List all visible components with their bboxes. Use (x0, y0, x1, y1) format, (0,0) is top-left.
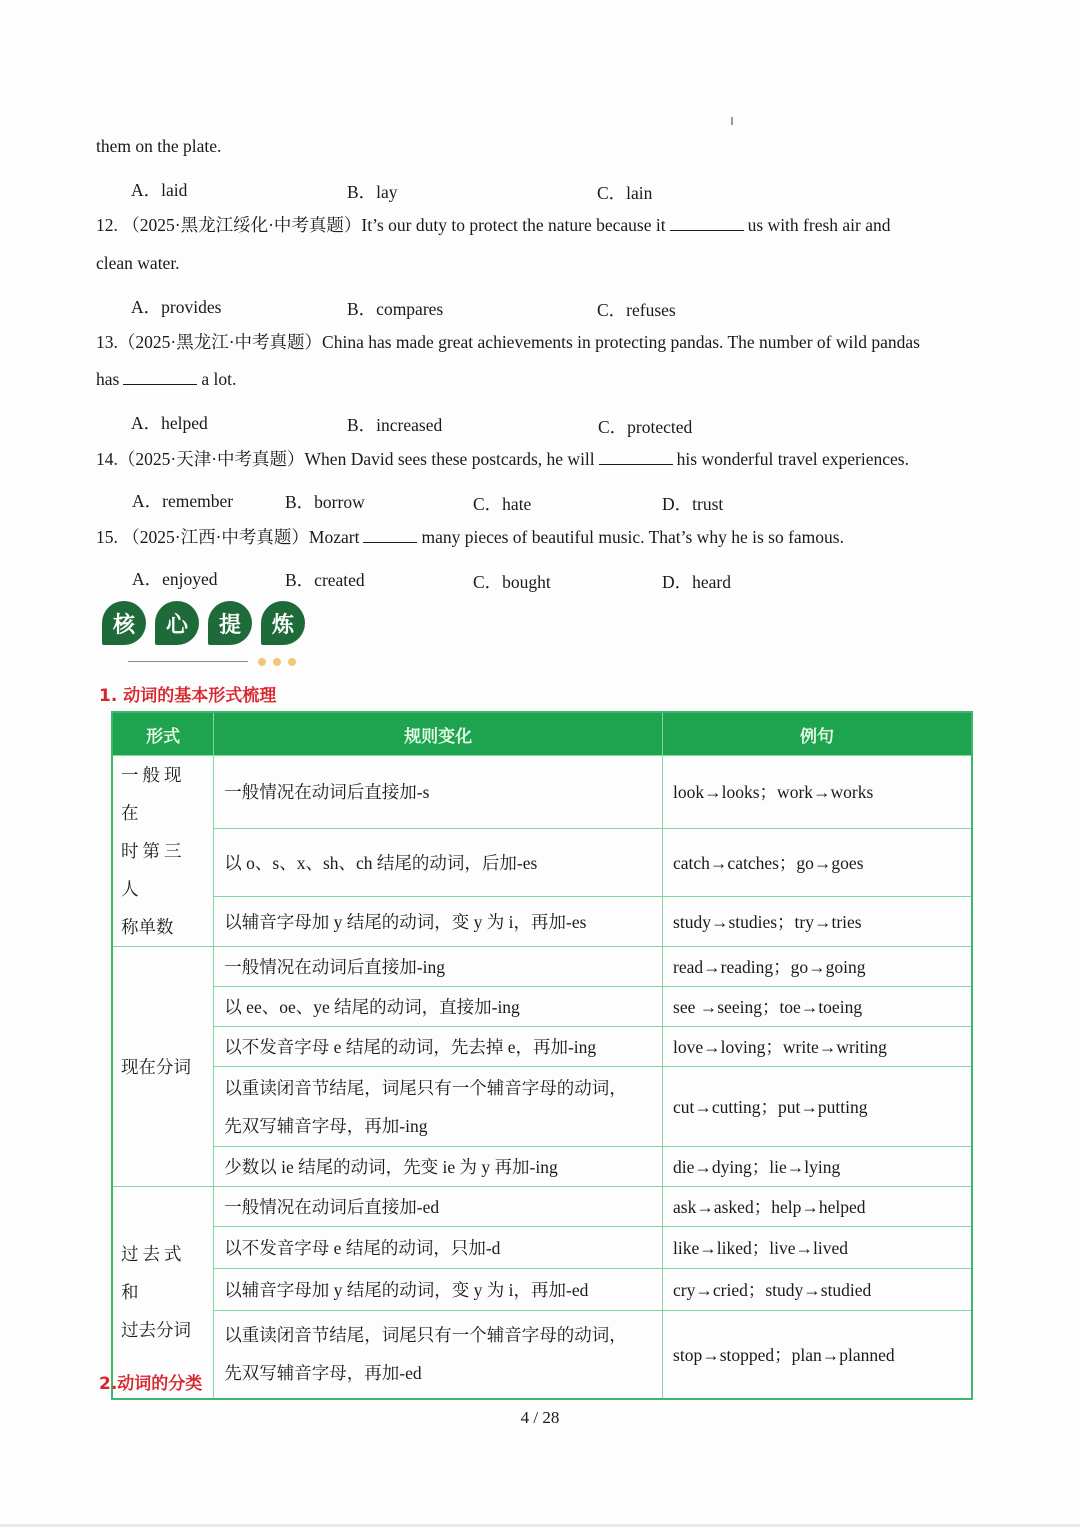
q13-option-c[interactable]: C．protected (598, 417, 693, 437)
answer-blank[interactable] (123, 383, 197, 385)
example-cell: cut→cutting；put→putting (663, 1067, 972, 1147)
question-text: has (96, 369, 120, 389)
q15-option-c[interactable]: C．bought (473, 572, 551, 592)
q11-option-a[interactable]: A．laid (131, 180, 188, 200)
question-12 (96, 217, 891, 235)
category-line: 过去分词 (121, 1320, 191, 1341)
badge-ti: 提 (208, 601, 252, 645)
rule-cell: 以不发音字母 e 结尾的动词，先去掉 e，再加-ing (214, 1027, 663, 1067)
rule-cell (214, 1311, 663, 1399)
question-source: （2025·黑龙江·中考真题） (117, 332, 323, 352)
q14-option-b[interactable]: B．borrow (285, 492, 365, 512)
decorative-dots (258, 658, 296, 666)
category-line: 称单数 (121, 917, 174, 937)
example-cell: look→looks；work→works (663, 756, 972, 829)
section-title-2: 2.动词的分类 (99, 1374, 203, 1394)
question-15 (96, 529, 844, 547)
rule-cell: 以辅音字母加 y 结尾的动词，变 y 为 i，再加-ed (214, 1269, 663, 1311)
answer-blank[interactable] (670, 229, 744, 231)
table-row (112, 1147, 972, 1187)
header-form: 形式 (112, 712, 214, 756)
q11-option-c[interactable]: C．lain (597, 183, 653, 203)
question-text: It’s our duty to protect the nature because it (361, 215, 666, 235)
page-marker (731, 117, 733, 125)
table-header-row (112, 712, 972, 756)
q12-option-c[interactable]: C．refuses (597, 300, 676, 320)
question-text-after: many pieces of beautiful music. That’s why he is so famous. (421, 527, 844, 547)
q11-continuation: them on the plate. (96, 136, 222, 156)
question-number: 14. (96, 449, 118, 469)
q14-option-c[interactable]: C．hate (473, 494, 532, 514)
q15-option-b[interactable]: B．created (285, 570, 365, 590)
question-14 (96, 451, 909, 469)
example-cell: cry→cried；study→studied (663, 1269, 972, 1311)
rule-cell: 以 o、s、x、sh、ch 结尾的动词，后加-es (214, 828, 663, 896)
example-cell: ask→asked；help→helped (663, 1187, 972, 1227)
example-cell: stop→stopped；plan→planned (663, 1311, 972, 1399)
q13-option-a[interactable]: A．helped (131, 413, 208, 433)
section-title-1: 1. 动词的基本形式梳理 (99, 686, 277, 706)
divider-line (128, 661, 248, 662)
table-row (112, 1067, 972, 1147)
rule-cell: 少数以 ie 结尾的动词，先变 ie 为 y 再加-ing (214, 1147, 663, 1187)
answer-blank[interactable] (363, 541, 417, 543)
rule-cell: 以不发音字母 e 结尾的动词，只加-d (214, 1227, 663, 1269)
page-number: 4 / 28 (520, 1408, 560, 1427)
example-cell: read→reading；go→going (663, 947, 972, 987)
table-row (112, 1187, 972, 1227)
badge-xin: 心 (155, 601, 199, 645)
rule-line: 以重读闭音节结尾，词尾只有一个辅音字母的动词， (224, 1325, 627, 1346)
question-source: （2025·天津·中考真题） (117, 449, 305, 469)
q15-option-d[interactable]: D．heard (662, 572, 732, 592)
q14-option-a[interactable]: A．remember (132, 491, 234, 511)
dot-icon (288, 658, 296, 666)
header-example: 例句 (663, 712, 972, 756)
answer-blank[interactable] (599, 463, 673, 465)
category-line: 一般现在 (121, 765, 186, 823)
example-cell: love→loving；write→writing (663, 1027, 972, 1067)
table-row (112, 1227, 972, 1269)
category-cell (112, 947, 214, 1187)
table-row (112, 756, 972, 829)
rule-cell: 一般情况在动词后直接加-ed (214, 1187, 663, 1227)
example-cell: die→dying；lie→lying (663, 1147, 972, 1187)
q14-option-d[interactable]: D．trust (662, 494, 724, 514)
badge-lian: 炼 (261, 601, 305, 645)
table-row (112, 947, 972, 987)
question-text: China has made great achievements in protecting pandas. The number of wild pandas (322, 332, 920, 352)
question-text-after: a lot. (201, 369, 237, 389)
question-source: （2025·江西·中考真题） (122, 527, 309, 547)
verb-forms-table (111, 711, 973, 1400)
rule-line: 先双写辅音字母，再加-ing (224, 1115, 428, 1136)
question-13 (96, 334, 920, 352)
question-text-after: his wonderful travel experiences. (676, 449, 909, 469)
example-cell: catch→catches；go→goes (663, 828, 972, 896)
rule-line: 先双写辅音字母，再加-ed (224, 1363, 422, 1384)
table-row (112, 828, 972, 896)
q12-option-b[interactable]: B．compares (347, 299, 444, 319)
dot-icon (258, 658, 266, 666)
rule-cell: 一般情况在动词后直接加-s (214, 756, 663, 829)
header-rule: 规则变化 (214, 712, 663, 756)
q15-option-a[interactable]: A．enjoyed (132, 569, 218, 589)
table-row (112, 987, 972, 1027)
rule-cell: 一般情况在动词后直接加-ing (214, 947, 663, 987)
q12-option-a[interactable]: A．provides (131, 297, 222, 317)
example-cell: see →seeing；toe→toeing (663, 987, 972, 1027)
table-row (112, 1311, 972, 1399)
dot-icon (273, 658, 281, 666)
rule-cell: 以辅音字母加 y 结尾的动词，变 y 为 i，再加-es (214, 896, 663, 946)
summary-badges (102, 601, 305, 645)
rule-cell: 以 ee、oe、ye 结尾的动词，直接加-ing (214, 987, 663, 1027)
example-cell: study→studies；try→tries (663, 896, 972, 946)
question-text: Mozart (308, 527, 360, 547)
category-cell (112, 756, 214, 947)
table-row (112, 1027, 972, 1067)
badge-he: 核 (102, 601, 146, 645)
question-text-after: us with fresh air and (747, 215, 891, 235)
rule-cell (214, 1067, 663, 1147)
question-number: 12. (96, 215, 118, 235)
category-line: 时第三人 (121, 841, 186, 899)
example-cell: like→liked；live→lived (663, 1227, 972, 1269)
question-number: 15. (96, 527, 118, 547)
q13-line2 (96, 371, 236, 389)
rule-line: 以重读闭音节结尾，词尾只有一个辅音字母的动词， (224, 1077, 627, 1098)
table-row (112, 896, 972, 946)
q12-continuation: clean water. (96, 253, 180, 273)
question-number: 13. (96, 332, 118, 352)
table-row (112, 1269, 972, 1311)
q13-option-b[interactable]: B．increased (347, 415, 443, 435)
category-cell (112, 1187, 214, 1399)
category-line: 过去式和 (121, 1244, 186, 1303)
category-line: 现在分词 (121, 1056, 191, 1077)
q11-option-b[interactable]: B．lay (347, 182, 398, 202)
question-text: When David sees these postcards, he will (304, 449, 595, 469)
question-source: （2025·黑龙江绥化·中考真题） (122, 215, 362, 235)
